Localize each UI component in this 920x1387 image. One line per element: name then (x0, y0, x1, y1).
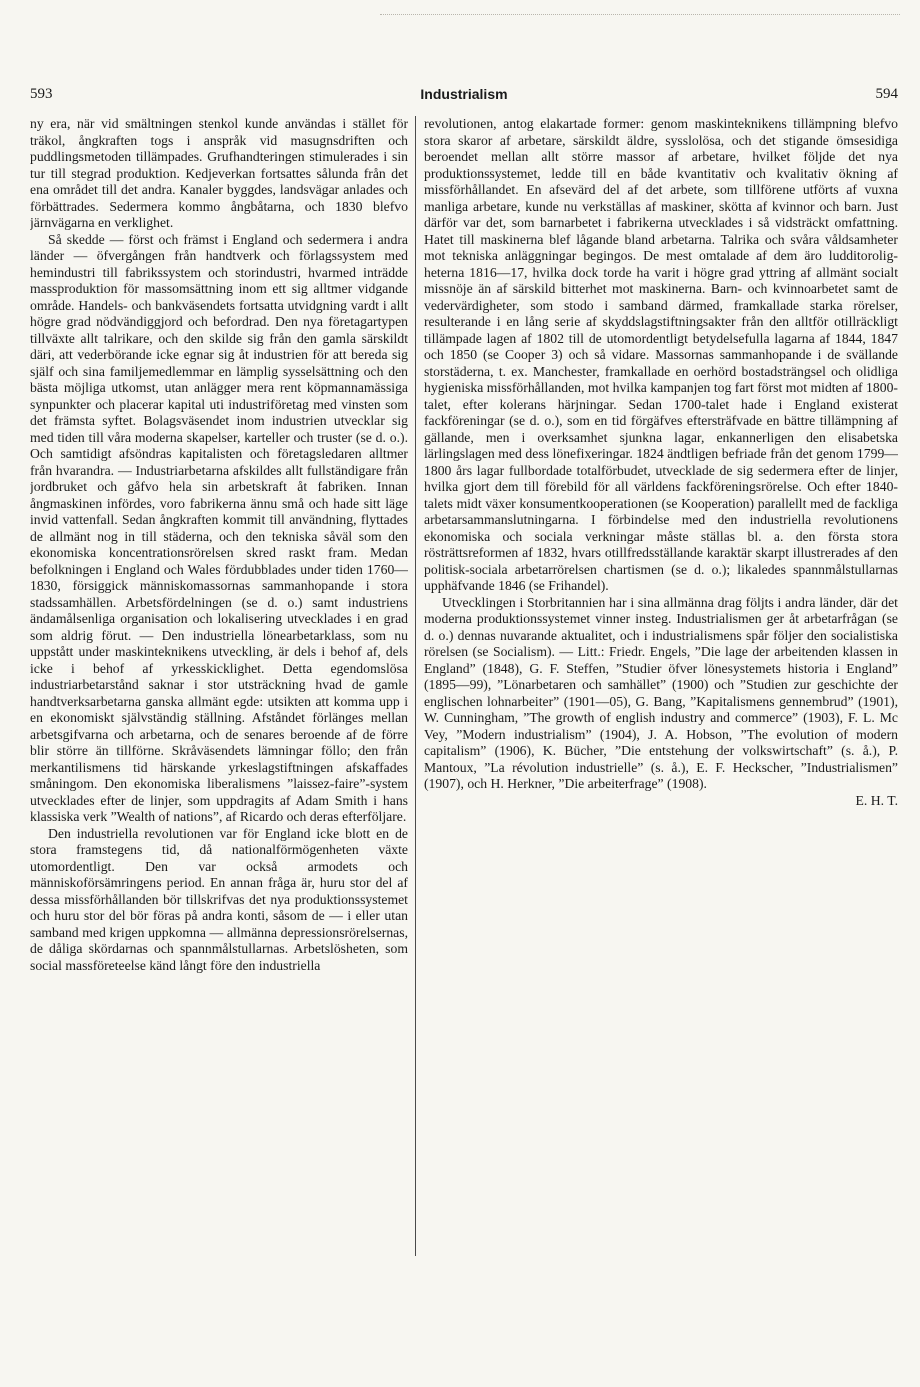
right-column (424, 116, 898, 1366)
page-number-left: 593 (30, 86, 53, 102)
running-title: Industrialism (420, 86, 508, 102)
paragraph: Så skedde — först och främst i England och sedermera i andra länder — öfvergången från handtverk och förlagssystem med hemindustri till fabrikssystem och storindustri, hvarmed inträdde massproduktion för massomsättning inom ett sig alltmer vidgande område. Handels- och bankväsendets fortsatta utvidgning vardt i allt högre grad nödvändiggjord och befordrad. Den nya företagartypen tillväxte allt talrikare, och den skilde sig från den gamla särskildt däri, att vederbörande icke egnar sig åt industrien för att bereda sig själf och sina familjemedlemmar en lämplig sysselsättning och den bästa möjliga utkomst, utan anlägger mera rent köpmannamässiga synpunkter och placerar kapital uti industriföretag med vinsten som det främsta syftet. Bolagsväsendet inom industrien utvecklar sig med tiden till våra moderna skapelser, karteller och truster (se d. o.). Och samtidigt afsöndras kapitalisten och företagsledaren alltmer från hvarandra. — Industriarbetarna afskildes allt fullständigare från jordbruket och gåfvo hela sin arbetskraft åt fabriken. Innan ångmaskinen infördes, voro fabrikerna ännu små och hade sitt läge invid vattenfall. Sedan ångkraften kommit till användning, flyttades de allmänt nog in till städerna, och den tekniska såväl som den ekonomiska koncentrationsrörelsen skred raskt fram. Medan befolkningen i England och Wales fördubblades under tiden 1760—1830, försiggick människomassornas sammanhopande i stora stadssamhällen. Arbetsfördelningen (se d. o.) samt industriens ändamålsenliga organisation och lokalisering utvecklades i en grad som aldrig förut. — Den industriella lönearbetarklass, som nu uppstått under maskinteknikens utveckling, är dels i behof af, dels icke i behof af yrkesskicklighet. Detta egendomslösa industriarbetarstånd saknar i stor utsträckning hvad de gamle handtverksarbetarna ganska allmänt egde: utsikten att komma upp i en ekonomiskt självständig ställning. Afståndet förlänges mellan arbetsgifvarna och arbetarna, och de senares beroende af de förre blir större än tillförne. Skråväsendets lämningar föllo; den från merkantilismens tid härskande yrkeslagstiftningen afskaffades småningom. Den ekonomiska liberalismens ”laissez-faire”-system utvecklades efter de linjer, som uppdragits af Adam Smith i hans klassiska verk ”Wealth of nations”, af Ricardo och deras efterföljare. (30, 231, 408, 824)
top-scan-line (380, 14, 900, 15)
column-divider (415, 116, 416, 1256)
page-number-right: 594 (875, 86, 898, 102)
paragraph: Den industriella revolutionen var för England icke blott en de stora framstegens tid, då nationalförmögenheten växte utomordentligt. Den var också armodets och människoförsämringens period. En annan fråga är, huru stor del af dessa missförhållanden bör tillskrifvas det nya produktionssystemet och huru stor del bör föras på andra konti, såsom de — i eller utan samband med krigen uppkomna — allmänna depressionsrörelsernas, de dåliga skördarnas och spannmålstullarnas. Arbetslösheten, som social massföreteelse känd långt före den industriella (30, 825, 408, 973)
left-column (30, 116, 408, 1366)
paragraph: ny era, när vid smältningen stenkol kunde användas i stället för träkol, ångkraften togs i anspråk vid masugnsdriften och puddlingsmetoden tillämpades. Grufhandteringen stimulerades i sin tur till stegrad produktion. Kedjeverkan fortsattes sålunda från det ena området till det andra. Kanaler byggdes, landsvägar anlades och förbättrades. Sedermera kommo ångbåtarna, och 1830 blefvo järnvägarna en verklighet. (30, 116, 408, 230)
page-header (30, 86, 898, 108)
signature-line (424, 793, 898, 810)
paragraph: Utvecklingen i Storbritannien har i sina allmänna drag följts i andra länder, där det moderna produktionssystemet vinner insteg. Industrialismen ger åt arbetarfrågan (se d. o.) dennas nuvarande aktualitet, och i industrialismens spår följer den socialistiska rörelsen (se Socialism). — Litt.: Friedr. Engels, ”Die lage der arbeitenden klassen in England” (1848), G. F. Steffen, ”Studier öfver lönesystemets historia i England” (1895—99), ”Lönarbetaren och samhället” (1900) och ”Studien zur geschichte der englischen lohnarbeiter” (1901—05), G. Bang, ”Kapitalismens gennembrud” (1901), W. Cunningham, ”The growth of english industry and commerce” (1903), F. L. Mc Vey, ”Modern industrialism” (1904), J. A. Hobson, ”The evolution of modern capitalism” (1906), K. Bücher, ”Die entstehung der volkswirtschaft” (s. å.), P. Mantoux, ”La révolution industrielle” (s. å.), E. F. Heckscher, ”Industrialismen” (1907), och H. Herkner, ”Die arbeiterfrage” (1908). (424, 594, 898, 791)
author-signature: E. H. T. (855, 792, 898, 808)
paragraph: revolutionen, antog elakartade former: genom maskinteknikens tillämpning blefvo stora skaror af arbetare, särskildt äldre, sysslolösa, och det stigande ömsesidiga beroendet mellan allt större massor af arbetare, hvilket följde det nya produktionssystemet, ledde till en både kvantitativ och kvalitativ ökning af missförhållandet. En afsevärd del af det arbete, som tillförene utförts af vuxna manliga arbetare, kunde nu verkställas af maskiner, skötta af kvinnor och barn. Just därför var det, som barnarbetet i fabrikerna utvecklades i så vidsträckt omfattning. Hatet till maskinerna blef lågande bland arbetarna. Talrika och svåra våldsamheter mot tekniska anläggningar begingos. De mest omtalade af dem äro ludditorolig-heterna 1816—17, hvilka dock torde ha varit i högre grad yttring af allmänt socialt missnöje än af särskild bitterhet mot maskinerna. Barn- och kvinnoarbetet samt de vedervärdigheter, som stodo i samband därmed, framkallade starka rörelser, resulterande i en lång serie af skyddslagstiftningsakter från den alltför otillräckligt tillämpade lagen af 1802 till de utomordentligt betydelsefulla lagarna af 1844, 1847 och 1850 (se Cooper 3) och så vidare. Massornas sammanhopande i de svällande storstäderna, t. ex. Manchester, framkallade en oerhörd bostadsträngsel och olidliga hygieniska missförhållanden, mot hvilka kampanjen tog fart först mot midten af 1800-talet, efter kolerans härjningar. Sedan 1700-talet hade i England existerat fackföreningar (se d. o.), som en tid förgäfves eftersträfvade en bättre tillämpning af gällande, men i overksamhet sjunkna lagar, enkannerligen den elisabetska lärlingslagen med dess lönefixeringar. 1824 ändtligen befriade från det genom 1799—1800 års lagar fullbordade totalförbudet, utvecklade de sig sedermera efter de linjer, hvilka gjort dem till förebild för all världens fackföreningsrörelse. Och efter 1840-talets midt växer konsumentkooperationen (se Kooperation) parallellt med de fackliga arbetarsammanslutningarna. I förbindelse med den industriella revolutionens ekonomiska och sociala verkningar måste ställas bl. a. den första stora rösträttsreformen af 1832, hvars otillfredsställande karaktär skarpt illustrerades af den politisk-sociala arbetarrörelsen chartismen (se d. o.); likaledes spannmålstullarnas upphäfvande 1846 (se Frihandel). (424, 116, 898, 593)
